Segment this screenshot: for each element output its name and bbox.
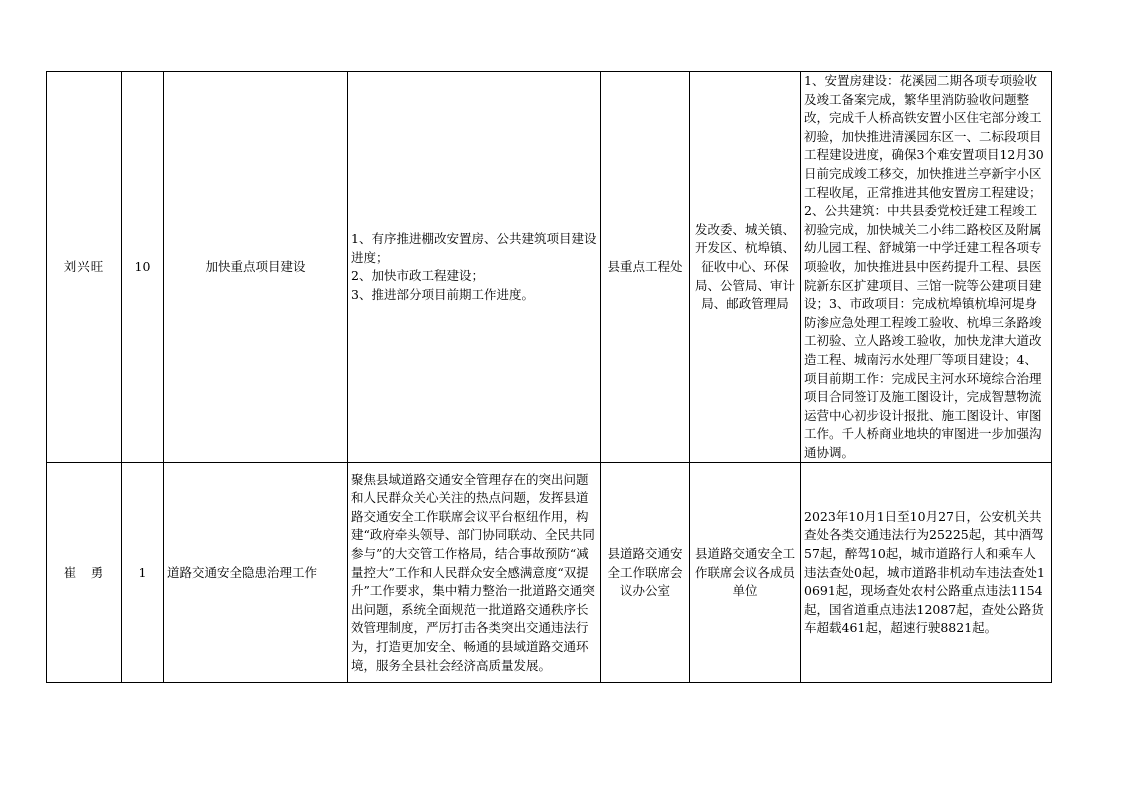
count-cell: 10 [122, 72, 164, 463]
leader-cell: 刘兴旺 [47, 72, 122, 463]
coop-units-cell: 发改委、城关镇、开发区、杭埠镇、征收中心、环保局、公管局、审计局、邮政管理局 [690, 72, 801, 463]
lead-unit-cell: 县重点工程处 [601, 72, 690, 463]
measures-cell: 聚焦县域道路交通安全管理存在的突出问题和人民群众关心关注的热点问题，发挥县道路交通安全工作联席会议平台枢纽作用，构建“政府牵头领导、部门协同联动、全民共同参与”的大交管工作格局，结合事故预防“减量控大”工作和人民群众安全感满意度“双提升”工作要求，集中精力整治一批道路交通突出问题，系统全面规范一批道路交通秩序长效管理制度，严厉打击各类突出交通违法行为，打造更加安全、畅通的县域道路交通环境，服务全县社会经济高质量发展。 [348, 463, 601, 683]
lead-unit-cell: 县道路交通安全工作联席会议办公室 [601, 463, 690, 683]
coop-units-cell: 县道路交通安全工作联席会议各成员单位 [690, 463, 801, 683]
table-row [47, 463, 1052, 683]
table-row [47, 72, 1052, 463]
task-cell: 道路交通安全隐患治理工作 [164, 463, 348, 683]
leader-cell: 崔 勇 [47, 463, 122, 683]
count-cell: 1 [122, 463, 164, 683]
progress-cell: 2023年10月1日至10月27日，公安机关共查处各类交通违法行为25225起，其中酒驾57起，醉驾10起，城市道路行人和乘车人违法查处0起，城市道路非机动车违法查处10691起，现场查处农村公路重点违法1154起，国省道重点违法12087起，查处公路货车超载461起，超速行驶8821起。 [801, 463, 1052, 683]
progress-cell: 1、安置房建设：花溪园二期各项专项验收及竣工备案完成，繁华里消防验收问题整改，完成千人桥高铁安置小区住宅部分竣工初验，加快推进清溪园东区一、二标段项目工程建设进度，确保3个难安置项目12月30日前完成竣工移交，加快推进兰亭新宇小区工程收尾，正常推进其他安置房工程建设；2、公共建筑：中共县委党校迁建工程竣工初验完成，加快城关二小纬二路校区及附属幼儿园工程、舒城第一中学迁建工程各项专项验收，加快推进县中医药提升工程、县医院新东区扩建项目、三馆一院等公建项目建设；3、市政项目：完成杭埠镇杭埠河堤身防渗应急处理工程竣工验收、杭埠三条路竣工初验、立人路竣工验收，加快龙津大道改造工程、城南污水处理厂等项目建设；4、项目前期工作：完成民主河水环境综合治理项目合同签订及施工图设计，完成智慧物流运营中心初步设计报批、施工图设计、审图工作。千人桥商业地块的审图进一步加强沟通协调。 [801, 72, 1052, 463]
work-progress-table [46, 71, 1052, 683]
measures-cell: 1、有序推进棚改安置房、公共建筑项目建设进度； 2、加快市政工程建设； 3、推进部分项目前期工作进度。 [348, 72, 601, 463]
task-cell: 加快重点项目建设 [164, 72, 348, 463]
